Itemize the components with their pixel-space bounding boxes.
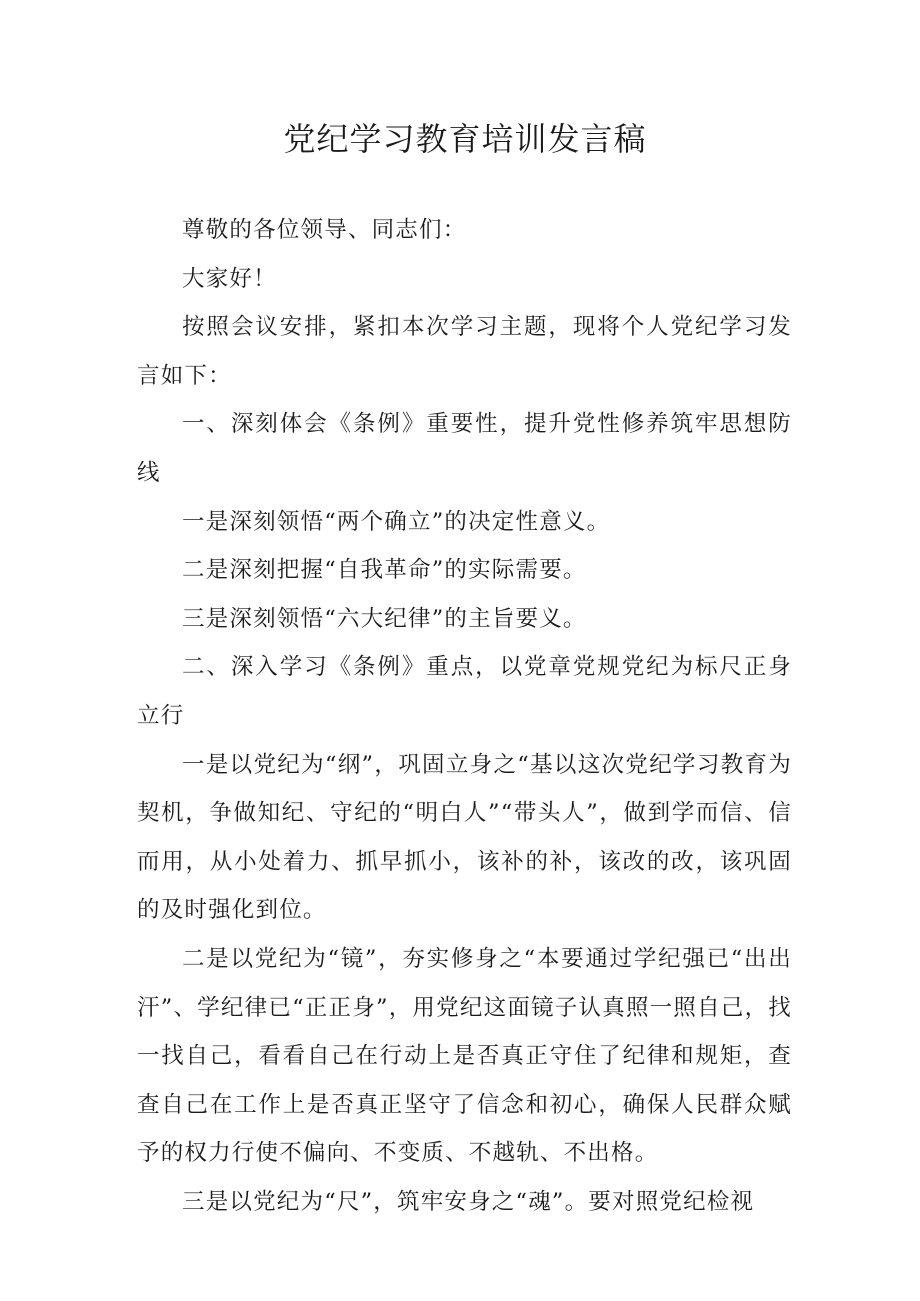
- section-heading-2: 二、深入学习《条例》重点，以党章党规党纪为标尺正身立行: [137, 654, 792, 729]
- section-1-point-3: 三是深刻领悟“六大纪律”的主旨要义。: [182, 605, 587, 632]
- intro-paragraph: 按照会议安排，紧扣本次学习主题，现将个人党纪学习发言如下：: [137, 314, 792, 389]
- document-title: 党纪学习教育培训发言稿: [283, 120, 647, 158]
- section-2-point-2: 二是以党纪为“镜”，夯实修身之“本要通过学纪强已“出出汗”、学纪律已“正正身”，用党纪这面镜子认真照一照自己，找一找自己，看看自己在行动上是否真正守住了纪律和规矩，查查自己在工作上是否真正坚守了信念和初心，确保人民群众赋予的权力行使不偏向、不变质、不越轨、不出格。: [137, 945, 792, 1167]
- section-2-point-1: 一是以党纪为“纲”，巩固立身之“基以这次党纪学习教育为契机，争做知纪、守纪的“明白人”“带头人”，做到学而信、信而用，从小处着力、抓早抓小，该补的补，该改的改，该巩固的及时强化到位。: [137, 751, 792, 924]
- section-2-point-3: 三是以党纪为“尺”，筑牢安身之“魂”。要对照党纪检视: [182, 1188, 755, 1215]
- salutation: 尊敬的各位领导、同志们：: [182, 217, 467, 243]
- section-1-point-2: 二是深刻把握“自我革命”的实际需要。: [182, 557, 587, 584]
- greeting: 大家好！: [182, 265, 277, 292]
- document-body: [137, 206, 792, 1226]
- section-1-point-1: 一是深刻领悟“两个确立”的决定性意义。: [182, 508, 611, 535]
- section-heading-1: 一、深刻体会《条例》重要性，提升党性修养筑牢思想防线: [137, 411, 792, 486]
